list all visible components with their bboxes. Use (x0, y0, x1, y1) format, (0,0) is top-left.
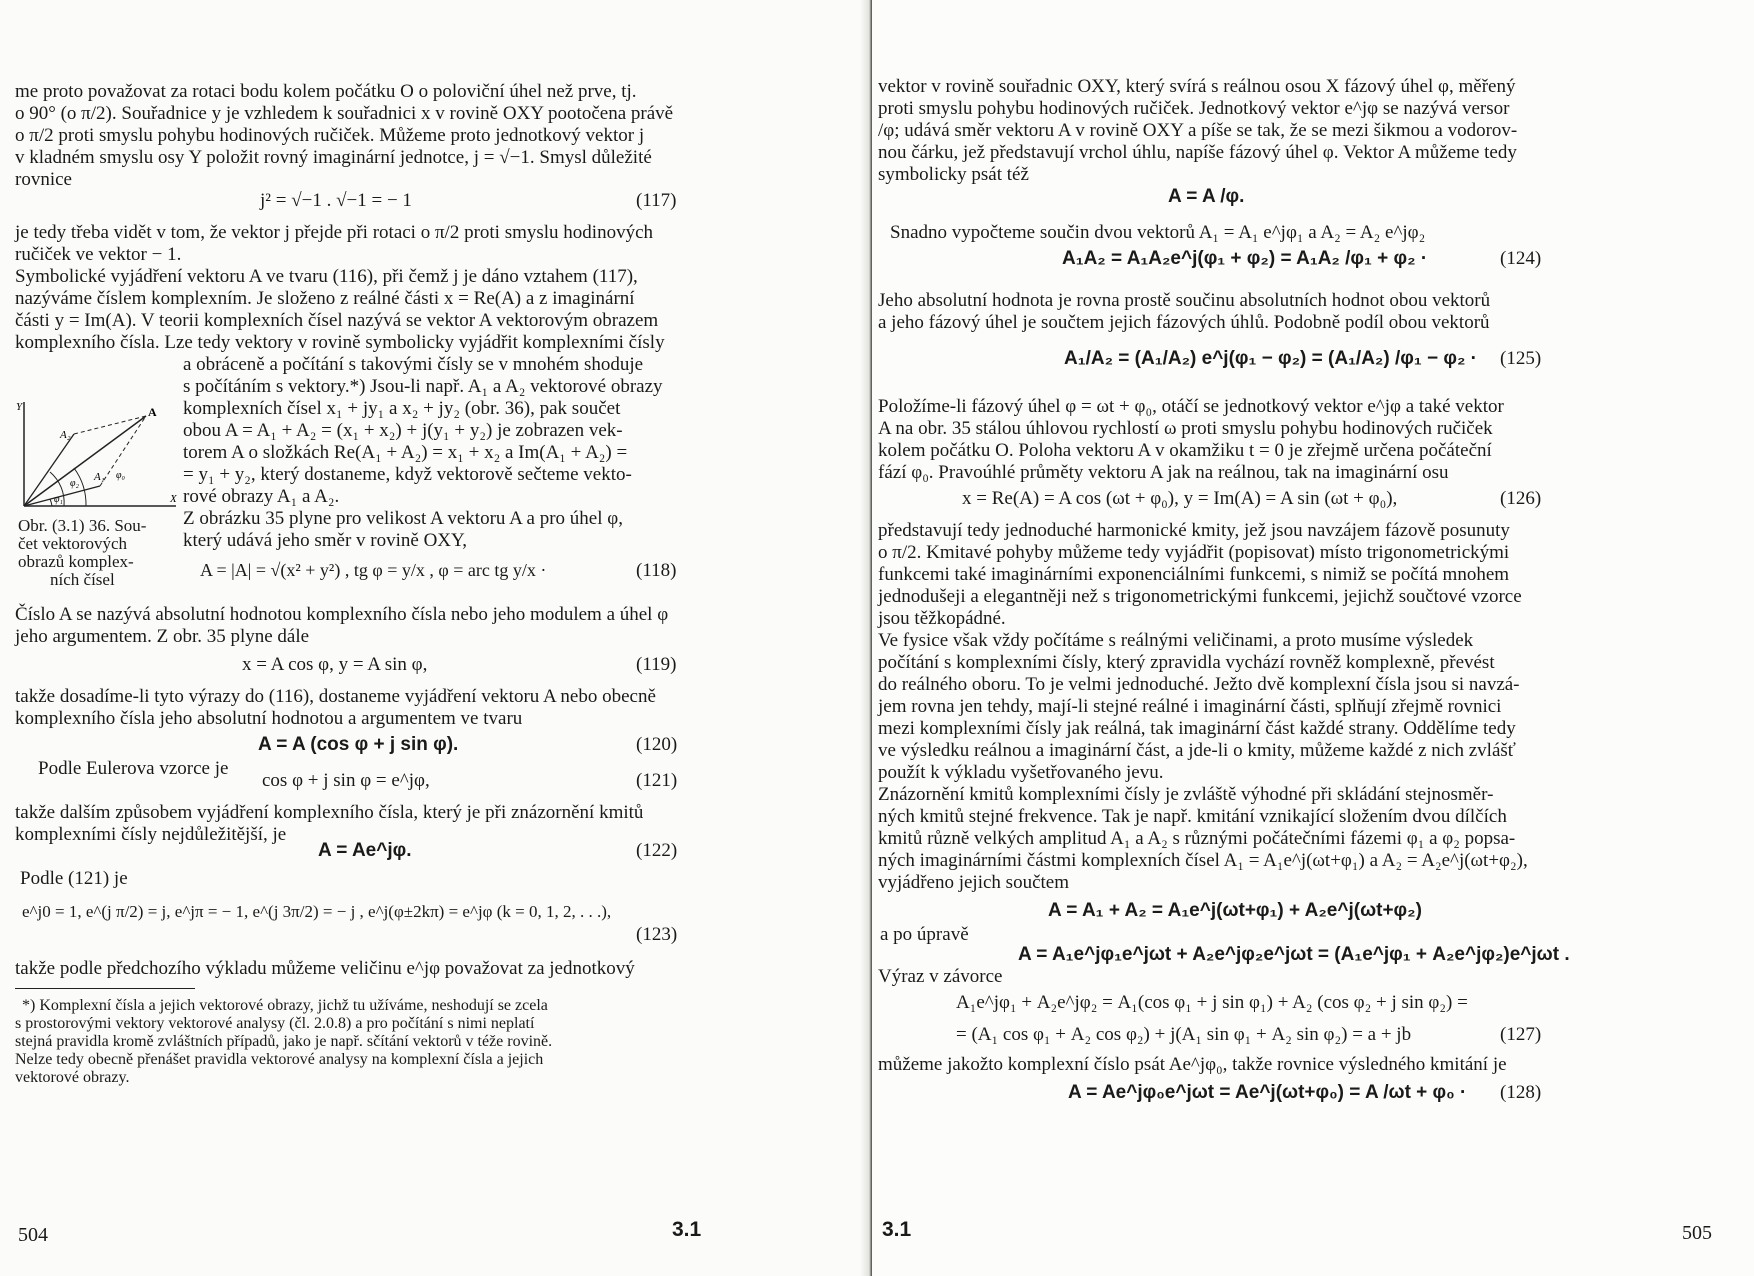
figure-caption-line: Obr. (3.1) 36. Sou- (18, 516, 147, 535)
footnote-line: Nelze tedy obecně přenášet pravidla vektorové analysy na komplexní čísla a jejich (15, 1051, 544, 1068)
text-line: Snadno vypočteme součin dvou vektorů A₁ = A₁ e^jφ₁ a A₂ = A₂ e^jφ₂ (890, 222, 1426, 243)
equation-number-124: (124) (1500, 248, 1542, 269)
text-line: A na obr. 35 stálou úhlovou rychlostí ω proti smyslu pohybu hodinových ručiček (878, 418, 1493, 439)
text-line: a po úpravě (880, 924, 969, 945)
footnote-line: *) Komplexní čísla a jejich vektorové obrazy, jichž tu užíváme, neshodují se zcela (22, 997, 548, 1014)
text-line: nou čárku, jež představují vrchol úhlu, napíše fázový úhel φ. Vektor A můžeme tedy (878, 142, 1517, 163)
text-line: symbolicky psát též (878, 164, 1029, 185)
text-line: = y₁ + y₂, který dostaneme, když vektorově sečteme vekto- (183, 464, 632, 485)
equation-122: A = Ae^jφ. (318, 840, 412, 861)
equation-number-120: (120) (636, 734, 678, 755)
text-line: kmitů různě velkých amplitud A₁ a A₂ s různými počátečními fázemi φ₁ a φ₂ popsa- (878, 828, 1516, 849)
page-number: 504 (18, 1224, 48, 1246)
text-line: komplexních čísel x₁ + jy₁ a x₂ + jy₂ (obr. 36), pak součet (183, 398, 621, 419)
equation-118: A = |A| = √(x² + y²) , tg φ = y/x , φ = arc tg y/x · (200, 560, 547, 580)
parallel-line (74, 416, 146, 434)
text-line: Ve fysice však vždy počítáme s reálnými veličinami, a proto musíme výsledek (878, 630, 1474, 651)
text-line: komplexního čísla jeho absolutní hodnotou a argumentem ve tvaru (15, 708, 523, 729)
left-page (0, 0, 872, 1276)
text-line: Podle Eulerova vzorce je (38, 758, 229, 779)
equation-126: x = Re(A) = A cos (ωt + φ₀), y = Im(A) = A sin (ωt + φ₀), (962, 488, 1398, 509)
section-number: 3.1 (882, 1218, 912, 1241)
text-line: proti smyslu pohybu hodinových ručiček. Jednotkový vektor e^jφ se nazývá versor (878, 98, 1510, 119)
footnote-rule (15, 988, 195, 989)
angle-arc-phi1 (50, 499, 52, 506)
text-line: do reálného oboru. To je velmi jednoduché. Ježto dvě komplexní čísla jsou si navzá- (878, 674, 1520, 695)
text-line: jednodušeji a elegantněji než s trigonometrickými funkcemi, jejichž součtové vzorce (878, 586, 1522, 607)
text-line: obou A = A₁ + A₂ = (x₁ + x₂) + j(y₁ + y₂) je zobrazen vek- (183, 420, 623, 441)
text-line: ve výsledku reálnou a imaginární část, a jde-li o kmity, můžeme každé z nich zvlášť (878, 740, 1516, 761)
text-line: funkcemi také imaginárními exponenciálními funkcemi, s nimiž se počítá mnohem (878, 564, 1510, 585)
text-line: jeho argumentem. Z obr. 35 plyne dále (15, 626, 310, 647)
text-line: kolem počátku O. Poloha vektoru A v okamžiku t = 0 je zřejmě určena počáteční (878, 440, 1492, 461)
equation-125: A₁/A₂ = (A₁/A₂) e^j(φ₁ − φ₂) = (A₁/A₂) /φ₁ − φ₂ · (1064, 348, 1477, 369)
figure-caption-line: čet vektorových (18, 534, 128, 553)
text-line: Číslo A se nazývá absolutní hodnotou komplexního čísla nebo jeho modulem a úhel φ (15, 604, 669, 625)
text-line: jem rovna jen tehdy, mají-li stejné reálné i imaginární části, splňují zřejmě rovnici (878, 696, 1502, 717)
figure-label: A₁ (94, 471, 105, 483)
text-line: rovnice (15, 169, 72, 190)
text-line: jsou těžkopádné. (878, 608, 1006, 629)
equation-number-121: (121) (636, 770, 678, 791)
equation-number-126: (126) (1500, 488, 1542, 509)
figure-label: A₂ (60, 429, 71, 441)
equation-sum: A = A₁ + A₂ = A₁e^j(ωt+φ₁) + A₂e^j(ωt+φ₂) (1048, 900, 1422, 921)
text-line: fází φ₀. Pravoúhlé průměty vektoru A jak na reálnou, tak na imaginární osu (878, 462, 1449, 483)
text-line: me proto považovat za rotaci bodu kolem počátku O o poloviční úhel než prve, tj. (15, 81, 637, 102)
text-line: a jeho fázový úhel je součtem jejich fázových úhlů. Podobně podíl obou vektorů (878, 312, 1490, 333)
text-line: který udává jeho směr v rovině OXY, (183, 530, 468, 551)
vector-sum-figure (16, 398, 182, 513)
equation-127-line1: A₁e^jφ₁ + A₂e^jφ₂ = A₁(cos φ₁ + j sin φ₁) + A₂ (cos φ₂ + j sin φ₂) = (956, 992, 1468, 1013)
figure-label: φ₀ (116, 470, 126, 481)
text-line: o π/2 proti smyslu pohybu hodinových ručiček. Můžeme proto jednotkový vektor j (15, 125, 645, 146)
text-line: rové obrazy A₁ a A₂. (183, 486, 340, 507)
figure-caption-line: obrazů komplex- (18, 552, 134, 571)
text-line: Z obrázku 35 plyne pro velikost A vektoru A a pro úhel φ, (183, 508, 623, 529)
text-line: komplexního čísla. Lze tedy vektory v rovině symbolicky vyjádřit komplexními čísly (15, 332, 665, 353)
right-page (872, 0, 1754, 1276)
text-line: Jeho absolutní hodnota je rovna prostě součinu absolutních hodnot obou vektorů (878, 290, 1491, 311)
text-line: použít k výkladu vyšetřovaného jevu. (878, 762, 1164, 783)
text-line: komplexními čísly nejdůležitější, je (15, 824, 287, 845)
section-number: 3.1 (672, 1218, 702, 1241)
text-line: takže dalším způsobem vyjádření komplexního čísla, který je při znázornění kmitů (15, 802, 644, 823)
text-line: Znázornění kmitů komplexními čísly je zvláště výhodné při skládání stejnosměr- (878, 784, 1494, 805)
text-line: takže podle předchozího výkladu můžeme veličinu e^jφ považovat za jednotkový (15, 958, 635, 979)
text-line: v kladném smyslu osy Y položit rovný imaginární jednotce, j = √−1. Smysl důležité (15, 147, 652, 168)
figure-caption-line: ních čísel (50, 570, 115, 589)
equation-number-122: (122) (636, 840, 678, 861)
equation-number-127: (127) (1500, 1024, 1542, 1045)
equation-124: A₁A₂ = A₁A₂e^j(φ₁ + φ₂) = A₁A₂ /φ₁ + φ₂ · (1062, 248, 1428, 269)
figure-label: Y (16, 401, 23, 413)
text-line: Položíme-li fázový úhel φ = ωt + φ₀, otáčí se jednotkový vektor e^jφ a také vektor (878, 396, 1504, 417)
page-number: 505 (1682, 1222, 1712, 1244)
text-line: o π/2. Kmitavé pohyby můžeme tedy vyjádřit (popisovat) místo trigonometrickými (878, 542, 1510, 563)
text-line: počítání s komplexními čísly, který zpravidla vychází rovněž komplexně, převést (878, 652, 1495, 673)
text-line: vektor v rovině souřadnic OXY, který svírá s reálnou osou X fázový úhel φ, měřený (878, 76, 1516, 97)
equation-121: cos φ + j sin φ = e^jφ, (262, 770, 430, 791)
text-line: mezi komplexními čísly jak reálná, tak imaginární část každé strany. Oddělíme tedy (878, 718, 1516, 739)
text-line: nazýváme číslem komplexním. Je složeno z reálné části x = Re(A) a z imaginární (15, 288, 635, 309)
equation-128: A = Ae^jφ₀e^jωt = Ae^j(ωt+φ₀) = A /ωt + φ₀ · (1068, 1082, 1467, 1103)
equation-number-118: (118) (636, 560, 677, 581)
text-line: můžeme jakožto komplexní číslo psát Ae^jφ₀, takže rovnice výsledného kmitání je (878, 1054, 1507, 1075)
figure-label: φ₂ (70, 478, 80, 489)
equation-uprava: A = A₁e^jφ₁e^jωt + A₂e^jφ₂e^jωt = (A₁e^jφ₁ + A₂e^jφ₂)e^jωt . (1018, 944, 1570, 965)
equation-123: e^j0 = 1, e^(j π/2) = j, e^jπ = − 1, e^(j 3π/2) = − j , e^j(φ±2kπ) = e^jφ (k = 0, 1, 2, . . .), (22, 902, 612, 921)
text-line: ných kmitů stejné frekvence. Tak je např. kmitání vznikající složením dvou dílčích (878, 806, 1507, 827)
equation-127-line2: = (A₁ cos φ₁ + A₂ cos φ₂) + j(A₁ sin φ₁ + A₂ sin φ₂) = a + jb (956, 1024, 1412, 1045)
footnote-line: s prostorovými vektory vektorové analysy (čl. 2.0.8) a pro počítání s nimi neplatí (15, 1015, 535, 1032)
text-line: Výraz v závorce (878, 966, 1003, 987)
equation-number-128: (128) (1500, 1082, 1542, 1103)
text-line: takže dosadíme-li tyto výrazy do (116), dostaneme vyjádření vektoru A nebo obecně (15, 686, 656, 707)
equation-119: x = A cos φ, y = A sin φ, (242, 654, 428, 675)
text-line: části y = Im(A). V teorii komplexních čísel nazývá se vektor A vektorovým obrazem (15, 310, 659, 331)
figure-label: X (170, 493, 177, 505)
equation-number-117: (117) (636, 190, 677, 211)
equation-117: j² = √−1 . √−1 = − 1 (260, 190, 412, 211)
text-line: je tedy třeba vidět v tom, že vektor j přejde při rotaci o π/2 proti smyslu hodinových (15, 222, 654, 243)
text-line: a obráceně a počítání s takovými čísly se v mnohém shoduje (183, 354, 644, 375)
text-line: Symbolické vyjádření vektoru A ve tvaru (116), při čemž j je dáno vztahem (117), (15, 266, 638, 287)
text-line: vyjádřeno jejich součtem (878, 872, 1069, 893)
footnote-line: stejná pravidla kromě zvláštních případů, jako je např. sčítání vektorů v téže rovině. (15, 1033, 553, 1050)
figure-label: φ₁ (54, 494, 64, 505)
text-line: torem A o složkách Re(A₁ + A₂) = x₁ + x₂ a Im(A₁ + A₂) = (183, 442, 628, 463)
equation-number-123: (123) (636, 924, 678, 945)
equation-versor: A = A /φ. (1168, 186, 1245, 207)
text-line: ručiček ve vektor − 1. (15, 244, 182, 265)
text-line: o 90° (o π/2). Souřadnice y je vzhledem k souřadnici x v rovině OXY pootočena právě (15, 103, 674, 124)
footnote-line: vektorové obrazy. (15, 1069, 130, 1086)
text-line: ných imaginárními částmi komplexních čísel A₁ = A₁e^j(ωt+φ₁) a A₂ = A₂e^j(ωt+φ₂), (878, 850, 1528, 871)
equation-120: A = A (cos φ + j sin φ). (258, 734, 459, 755)
text-line: představují tedy jednoduché harmonické kmity, jež jsou navzájem fázově posunuty (878, 520, 1510, 541)
text-line: /φ; udává směr vektoru A v rovině OXY a píše se tak, že se mezi šikmou a vodorov- (878, 120, 1518, 141)
figure-label: A (148, 405, 157, 419)
equation-number-125: (125) (1500, 348, 1542, 369)
text-line: s počítáním s vektory.*) Jsou-li např. A₁ a A₂ vektorové obrazy (183, 376, 663, 397)
equation-number-119: (119) (636, 654, 677, 675)
text-line: Podle (121) je (20, 868, 128, 889)
